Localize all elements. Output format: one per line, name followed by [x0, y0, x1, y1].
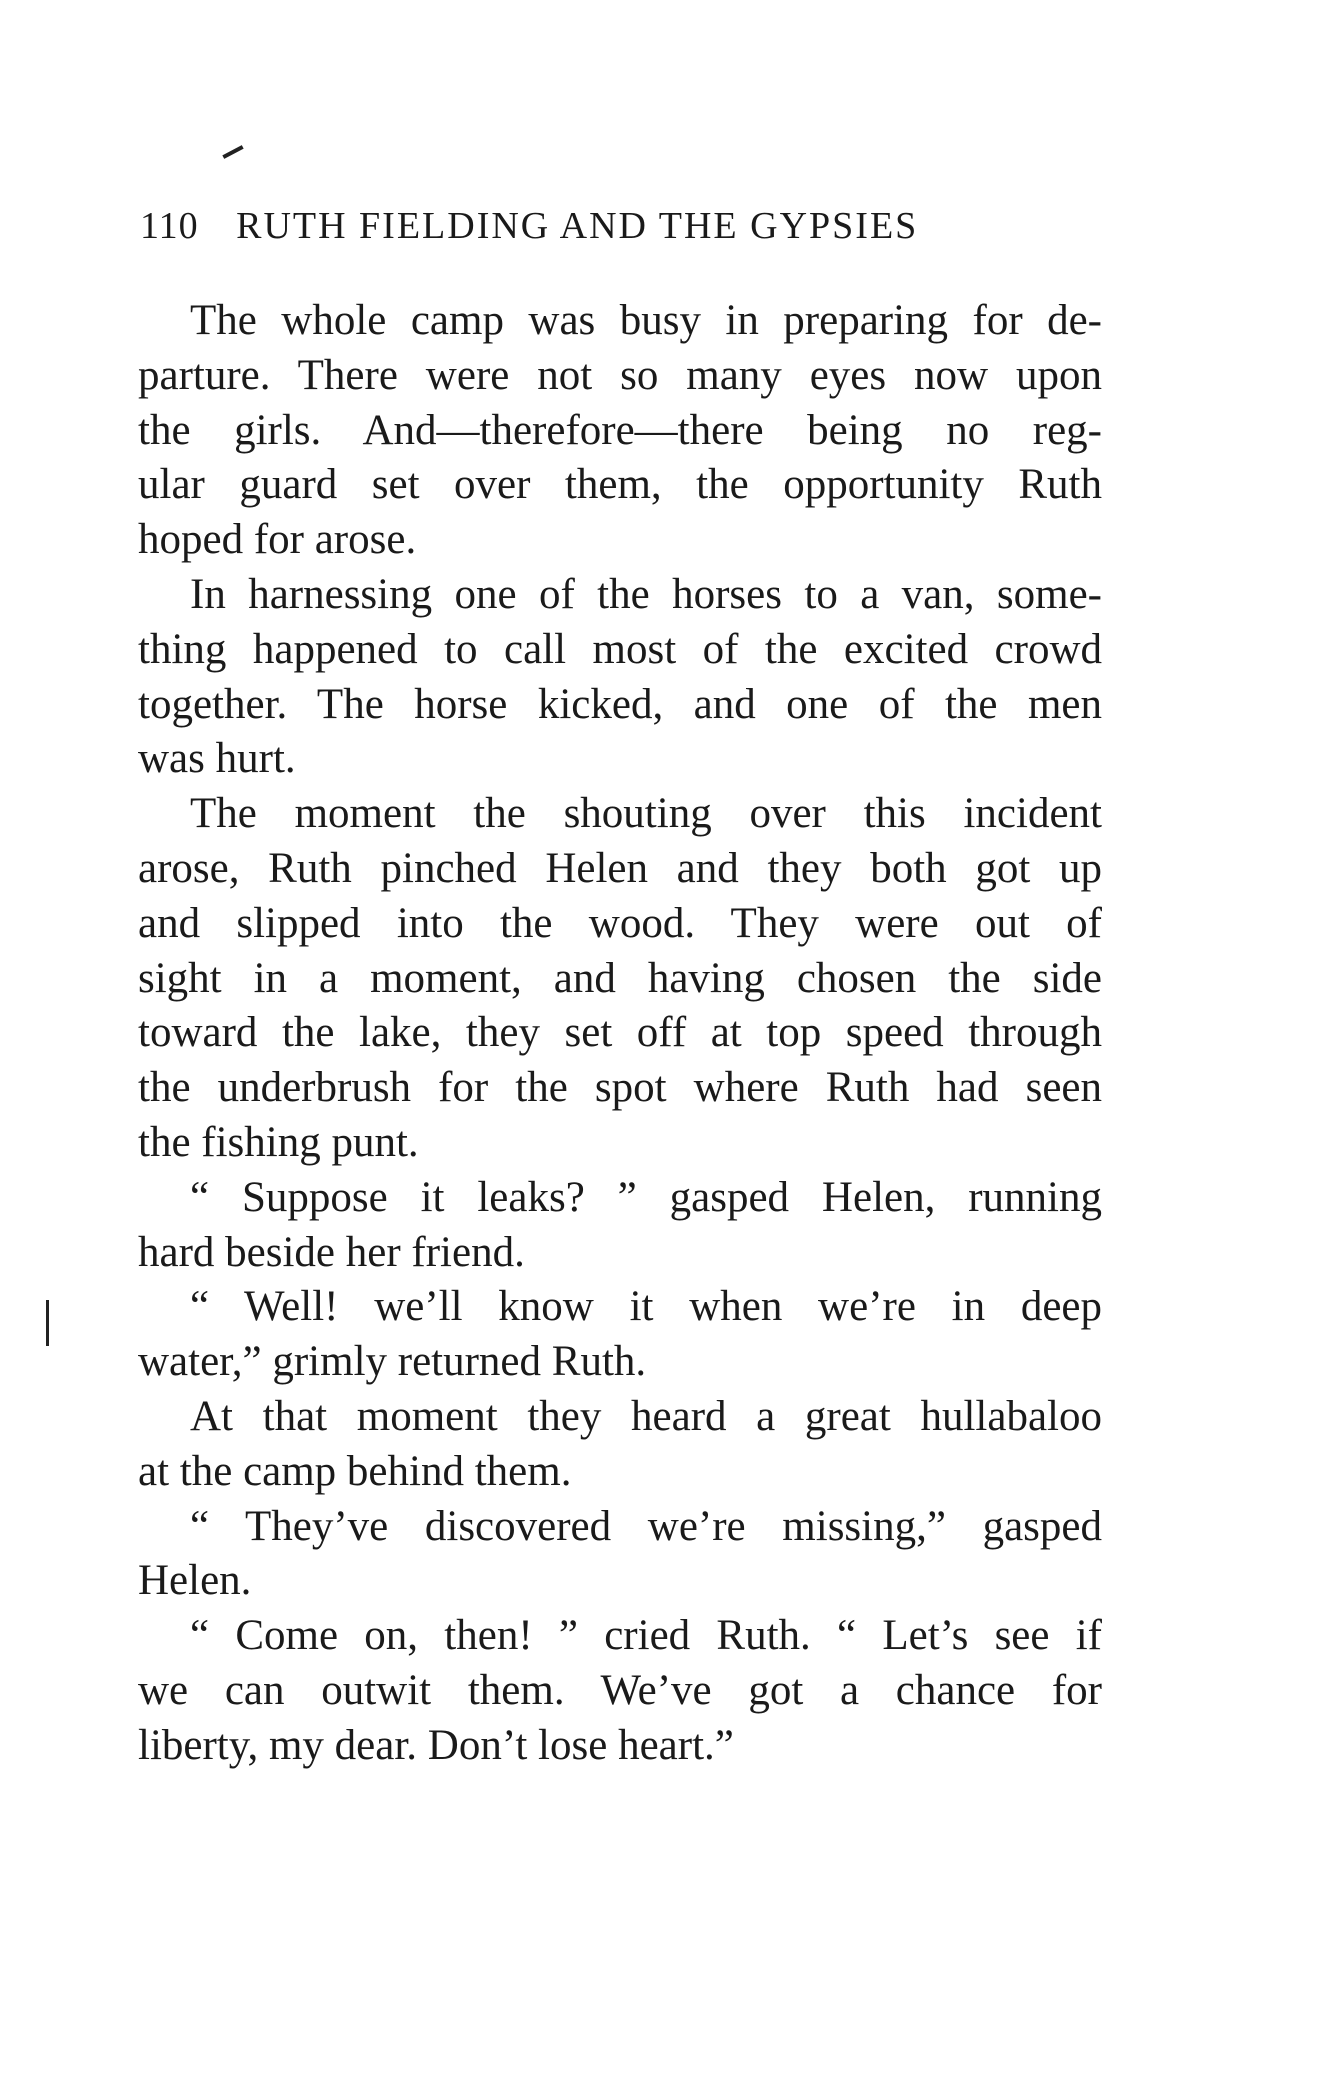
text-line: hoped for arose.: [138, 516, 417, 564]
page-number: 110: [140, 205, 199, 247]
body-text: [138, 294, 1102, 1774]
text-line: sight in a moment, and having chosen the side: [138, 954, 1102, 1002]
text-line: The whole camp was busy in preparing for de-: [190, 297, 1102, 344]
text-line: the underbrush for the spot where Ruth had seen: [138, 1064, 1102, 1112]
margin-mark: [46, 1300, 49, 1346]
paragraph: [138, 1500, 1102, 1610]
text-line: Helen.: [138, 1557, 252, 1605]
text-line: the fishing punt.: [138, 1118, 419, 1166]
text-line: was hurt.: [138, 735, 296, 783]
ink-mark: [222, 145, 243, 159]
text-line: and slipped into the wood. They were out of: [138, 899, 1102, 947]
running-title: RUTH FIELDING AND THE GYPSIES: [236, 205, 919, 247]
text-line: At that moment they heard a great hullabaloo: [190, 1392, 1102, 1440]
text-line: the girls. And—therefore—there being no reg-: [138, 406, 1102, 454]
text-line: In harnessing one of the horses to a van, some-: [190, 570, 1102, 618]
paragraph: [138, 568, 1102, 787]
paragraph: [138, 1280, 1102, 1390]
paragraph: [138, 787, 1102, 1171]
text-line: ular guard set over them, the opportunity Ruth: [138, 461, 1102, 509]
text-line: parture. There were not so many eyes now upon: [138, 351, 1102, 399]
paragraph: [138, 1390, 1102, 1500]
text-line: “ They’ve discovered we’re missing,” gasped: [190, 1502, 1102, 1550]
text-line: together. The horse kicked, and one of the men: [138, 680, 1102, 728]
text-line: “ Suppose it leaks? ” gasped Helen, running: [190, 1173, 1102, 1221]
paragraph: [138, 294, 1102, 568]
paragraph: [138, 1609, 1102, 1773]
text-line: arose, Ruth pinched Helen and they both got up: [138, 844, 1102, 892]
text-line: we can outwit them. We’ve got a chance for: [138, 1666, 1102, 1714]
text-line: “ Come on, then! ” cried Ruth. “ Let’s see if: [190, 1612, 1102, 1660]
text-line: liberty, my dear. Don’t lose heart.”: [138, 1721, 734, 1769]
paragraph: [138, 1171, 1102, 1281]
text-line: toward the lake, they set off at top speed through: [138, 1009, 1102, 1057]
text-line: “ Well! we’ll know it when we’re in deep: [190, 1283, 1102, 1331]
text-line: The moment the shouting over this incident: [190, 790, 1102, 838]
running-head: [140, 200, 1060, 252]
text-line: thing happened to call most of the excited crowd: [138, 625, 1102, 673]
text-line: at the camp behind them.: [138, 1447, 572, 1495]
text-line: water,” grimly returned Ruth.: [138, 1338, 647, 1386]
text-line: hard beside her friend.: [138, 1228, 525, 1276]
